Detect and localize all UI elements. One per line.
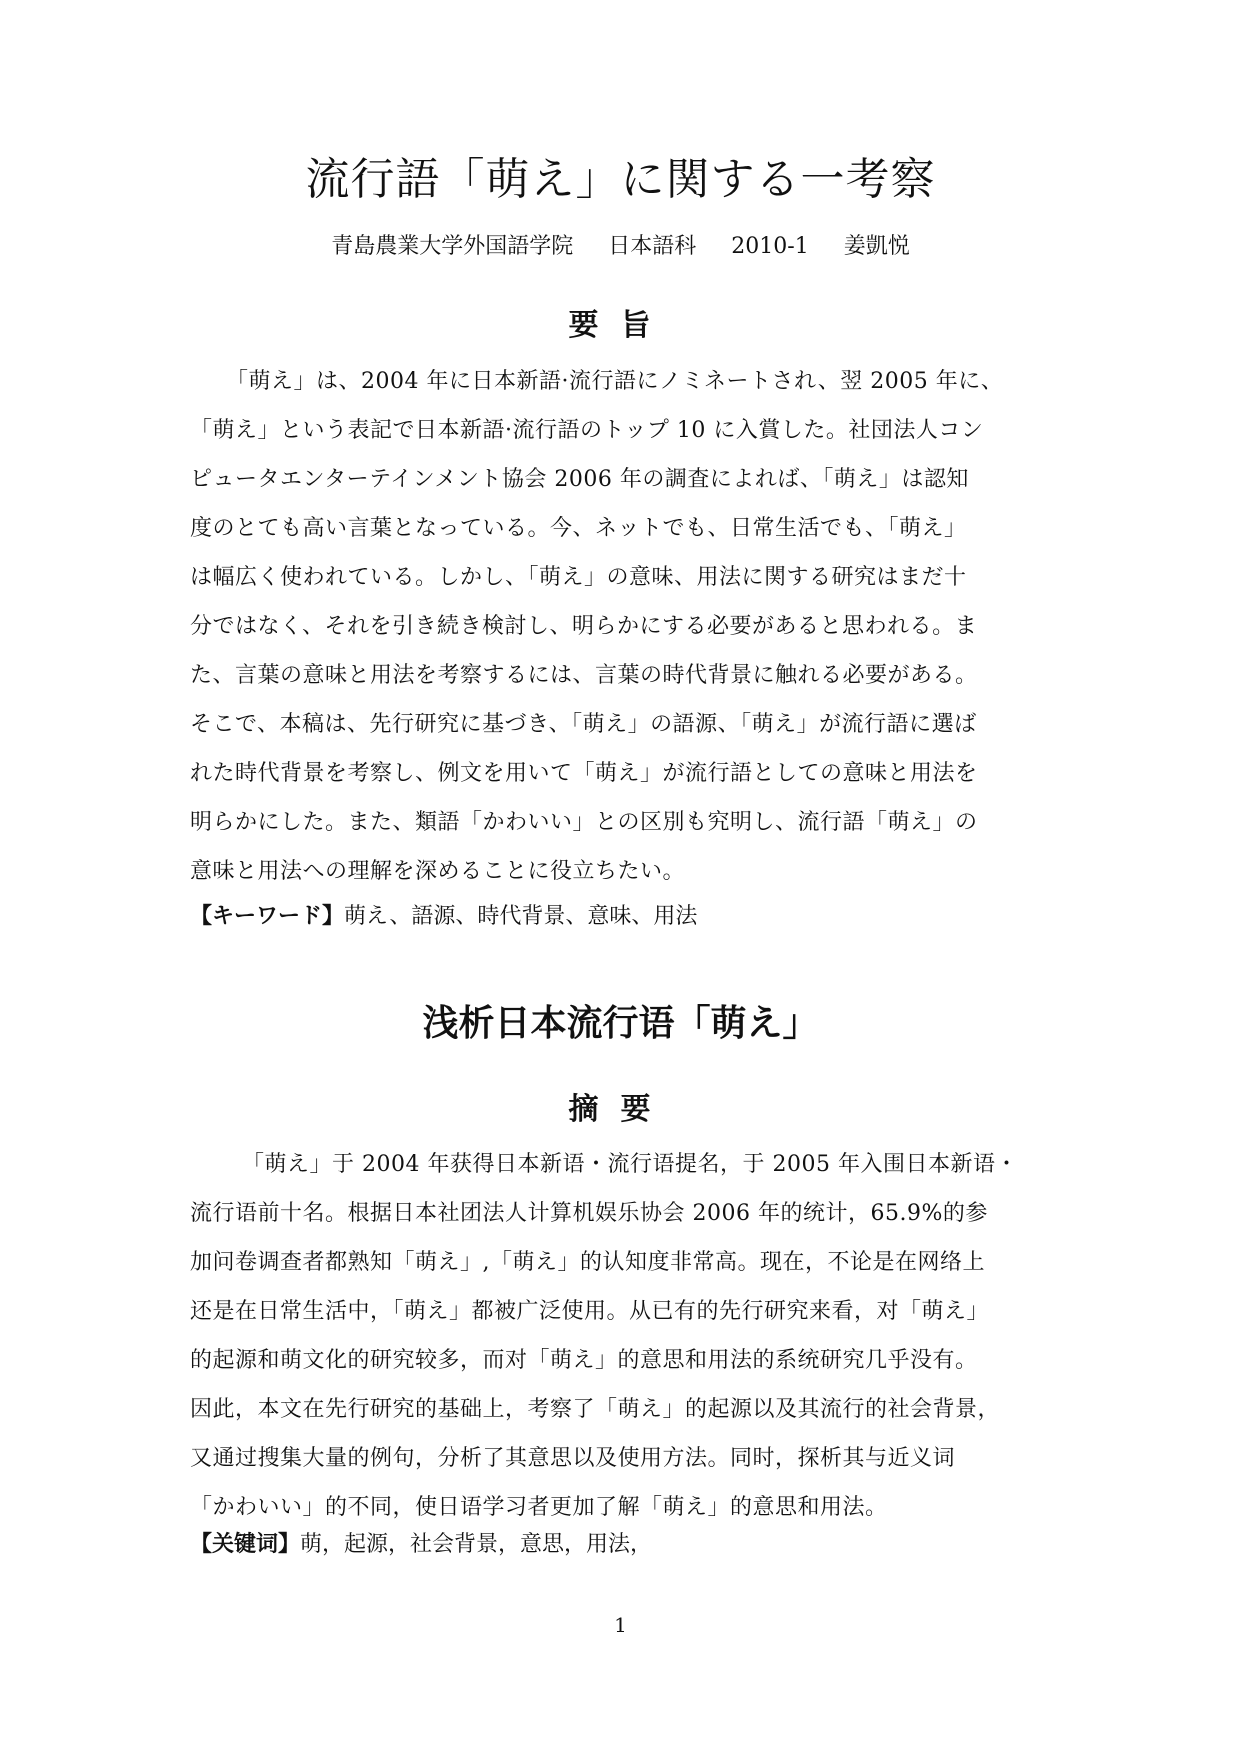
abstract-line: は幅広く使われている。しかし、「萌え」の意味、用法に関する研究はまだ十: [190, 565, 967, 590]
abstract-line: 度のとても高い言葉となっている。今、ネットでも、日常生活でも、「萌え」: [190, 516, 967, 541]
paper-title-zh: 浅析日本流行语「萌え」: [422, 1003, 819, 1044]
keywords-ja: [190, 902, 697, 932]
abstract-line: 又通过搜集大量的例句，分析了其意思以及使用方法。同时，探析其与近义词: [190, 1446, 956, 1471]
keywords-label-zh: 【关键词】: [190, 1532, 301, 1557]
abstract-line: そこで、本稿は、先行研究に基づき、「萌え」の語源、「萌え」が流行語に選ば: [190, 712, 977, 737]
author-name: 姜凱悦: [843, 234, 910, 259]
author-affiliation: [0, 232, 1241, 262]
keywords-zh: [190, 1530, 652, 1560]
abstract-heading-ja: 要旨: [568, 308, 673, 343]
keywords-text-zh: 萌，起源，社会背景，意思，用法，: [300, 1532, 653, 1557]
abstract-line: 「萌え」という表記で日本新語·流行語のトップ 10 に入賞した。社団法人コン: [190, 418, 984, 443]
abstract-line: 的起源和萌文化的研究较多，而对「萌え」的意思和用法的系统研究几乎没有。: [190, 1348, 978, 1373]
abstract-line: 意味と用法への理解を深めることに役立ちたい。: [190, 859, 686, 884]
abstract-heading-zh: 摘要: [568, 1092, 673, 1127]
abstract-line: た、言葉の意味と用法を考察するには、言葉の時代背景に触れる必要がある。: [190, 663, 978, 688]
keywords-text-ja: 萌え、語源、時代背景、意味、用法: [344, 904, 698, 929]
abstract-line: 明らかにした。また、類語「かわいい」との区別も究明し、流行語「萌え」の: [190, 810, 978, 835]
abstract-body-ja: [190, 357, 1070, 896]
abstract-line: れた時代背景を考察し、例文を用いて「萌え」が流行語としての意味と用法を: [190, 761, 978, 786]
paper-title-ja: 流行語「萌え」に関する一考察: [305, 154, 936, 205]
abstract-line: 「萌え」于 2004 年获得日本新语・流行语提名，于 2005 年入围日本新语・: [242, 1152, 1018, 1177]
abstract-line: 还是在日常生活中，「萌え」都被广泛使用。从已有的先行研究来看，对「萌え」: [190, 1299, 990, 1324]
page-number: 1: [614, 1613, 627, 1637]
abstract-line: 「萌え」は、2004 年に日本新語·流行語にノミネートされ、翌 2005 年に、: [226, 369, 1004, 394]
affiliation-school: 青島農業大学外国語学院: [331, 234, 574, 259]
keywords-label-ja: 【キーワード】: [190, 904, 345, 929]
affiliation-dept: 日本語科: [608, 234, 697, 259]
abstract-line: 「かわいい」的不同，使日语学习者更加了解「萌え」的意思和用法。: [190, 1495, 888, 1520]
abstract-line: 因此，本文在先行研究的基础上，考察了「萌え」的起源以及其流行的社会背景，: [190, 1397, 1001, 1422]
abstract-line: 分ではなく、それを引き続き検討し、明らかにする必要があると思われる。ま: [190, 614, 978, 639]
affiliation-class: 2010-1: [731, 234, 809, 259]
abstract-line: ピュータエンターテインメント協会 2006 年の調査によれば、「萌え」は認知: [190, 467, 969, 492]
abstract-line: 流行语前十名。根据日本社团法人计算机娱乐协会 2006 年的统计，65.9%的参: [190, 1201, 988, 1226]
abstract-line: 加问卷调查者都熟知「萌え」,「萌え」的认知度非常高。现在，不论是在网络上: [190, 1250, 985, 1275]
abstract-body-zh: [190, 1140, 1070, 1532]
